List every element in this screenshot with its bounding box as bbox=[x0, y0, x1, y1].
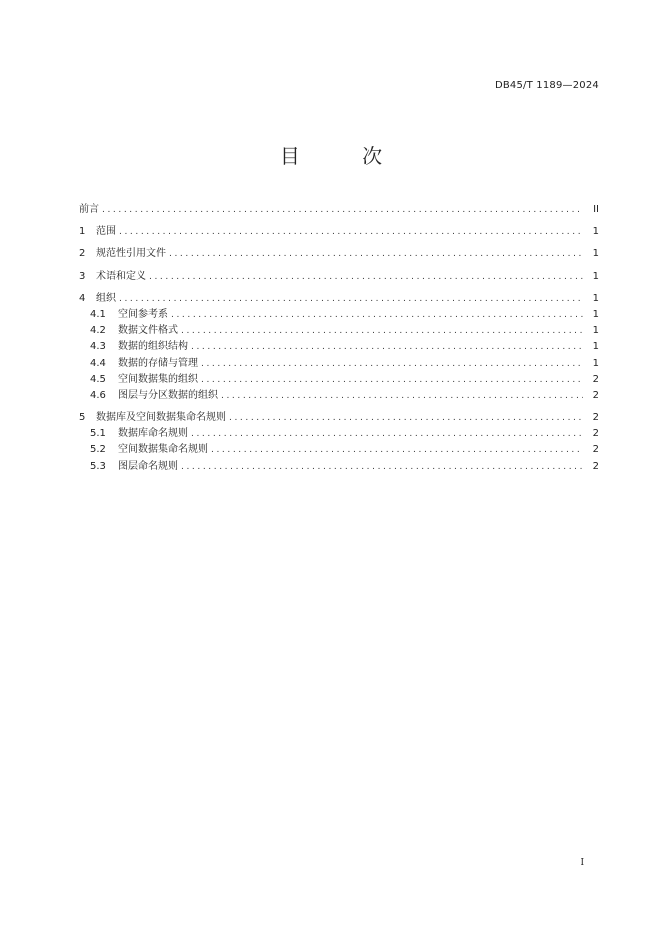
toc-dot-leader bbox=[201, 375, 583, 385]
toc-entry[interactable] bbox=[79, 337, 599, 353]
toc-entry-page: 2 bbox=[592, 444, 599, 456]
toc-dot-leader bbox=[221, 391, 583, 401]
toc-dot-leader bbox=[181, 326, 583, 336]
toc-entry-page: 1 bbox=[592, 226, 599, 238]
toc-dot-leader bbox=[119, 294, 583, 304]
toc-entry[interactable] bbox=[79, 244, 599, 260]
toc-entry-title: 规范性引用文件 bbox=[96, 248, 166, 260]
toc-entry[interactable] bbox=[79, 408, 599, 424]
toc-entry-title: 前言 bbox=[79, 204, 99, 215]
toc-entry-page: 1 bbox=[592, 341, 599, 353]
toc-entry-page: 1 bbox=[592, 308, 599, 320]
toc-entry-number: 4.3 bbox=[90, 341, 106, 353]
toc-entry-number: 3 bbox=[79, 270, 86, 282]
toc-entry[interactable] bbox=[79, 386, 599, 402]
toc-entry-title: 范围 bbox=[96, 226, 116, 238]
toc-entry[interactable] bbox=[79, 354, 599, 370]
toc-entry-page: 1 bbox=[592, 270, 599, 282]
toc-entry-title: 数据库命名规则 bbox=[118, 428, 188, 440]
toc-dot-leader bbox=[191, 429, 583, 439]
toc-entry-page: 1 bbox=[592, 248, 599, 260]
toc-entry[interactable] bbox=[79, 370, 599, 386]
toc-entry[interactable] bbox=[79, 267, 599, 283]
toc-entry-number: 5 bbox=[79, 412, 86, 424]
toc-dot-leader bbox=[191, 342, 583, 352]
toc-entry-title: 数据文件格式 bbox=[118, 325, 178, 337]
toc-entry-page: 2 bbox=[592, 460, 599, 472]
toc-entry-title: 空间数据集命名规则 bbox=[118, 444, 208, 456]
toc-dot-leader bbox=[171, 310, 583, 320]
document-code: DB45/T 1189—2024 bbox=[494, 80, 599, 91]
toc-entry-number: 4 bbox=[79, 292, 86, 304]
toc-entry-number: 4.4 bbox=[90, 357, 106, 369]
toc-entry-number: 5.1 bbox=[90, 428, 106, 440]
toc-entry-page: 1 bbox=[592, 325, 599, 337]
toc-entry[interactable] bbox=[79, 305, 599, 321]
toc-dot-leader bbox=[211, 445, 583, 455]
toc-entry-page: 2 bbox=[592, 428, 599, 440]
toc-entry-number: 4.5 bbox=[90, 373, 106, 385]
toc-dot-leader bbox=[181, 462, 583, 472]
toc-entry-page: II bbox=[593, 204, 599, 215]
toc-entry[interactable] bbox=[79, 440, 599, 456]
toc-entry-title: 空间参考系 bbox=[118, 308, 168, 320]
toc-entry-number: 4.1 bbox=[90, 308, 106, 320]
toc-dot-leader bbox=[201, 359, 583, 369]
toc-entry-title: 空间数据集的组织 bbox=[118, 373, 198, 385]
table-of-contents bbox=[79, 200, 599, 473]
toc-dot-leader bbox=[119, 227, 583, 237]
toc-entry[interactable] bbox=[79, 457, 599, 473]
toc-entry-number: 5.2 bbox=[90, 444, 106, 456]
toc-entry[interactable] bbox=[79, 289, 599, 305]
toc-entry[interactable] bbox=[79, 200, 599, 216]
toc-entry-page: 2 bbox=[592, 412, 599, 424]
toc-entry-title: 图层与分区数据的组织 bbox=[118, 389, 218, 401]
toc-entry-number: 5.3 bbox=[90, 460, 106, 472]
toc-entry-page: 1 bbox=[592, 357, 599, 369]
toc-dot-leader bbox=[102, 205, 583, 215]
toc-entry-page: 2 bbox=[592, 389, 599, 401]
toc-entry-number: 4.6 bbox=[90, 389, 106, 401]
toc-entry[interactable] bbox=[79, 424, 599, 440]
toc-dot-leader bbox=[229, 413, 583, 423]
toc-entry-number: 2 bbox=[79, 248, 86, 260]
toc-dot-leader bbox=[169, 249, 583, 259]
page-number: I bbox=[580, 858, 584, 868]
toc-entry-page: 2 bbox=[592, 373, 599, 385]
toc-entry[interactable] bbox=[79, 222, 599, 238]
toc-entry-title: 图层命名规则 bbox=[118, 460, 178, 472]
toc-entry-title: 数据的存储与管理 bbox=[118, 357, 198, 369]
toc-entry-number: 4.2 bbox=[90, 325, 106, 337]
toc-entry-title: 数据的组织结构 bbox=[118, 341, 188, 353]
toc-dot-leader bbox=[149, 272, 583, 282]
toc-entry-title: 数据库及空间数据集命名规则 bbox=[96, 412, 226, 424]
toc-entry-number: 1 bbox=[79, 226, 86, 238]
toc-entry-page: 1 bbox=[592, 292, 599, 304]
toc-entry-title: 术语和定义 bbox=[96, 270, 146, 282]
page-title: 目 次 bbox=[279, 144, 411, 168]
toc-entry[interactable] bbox=[79, 321, 599, 337]
toc-entry-title: 组织 bbox=[96, 292, 116, 304]
